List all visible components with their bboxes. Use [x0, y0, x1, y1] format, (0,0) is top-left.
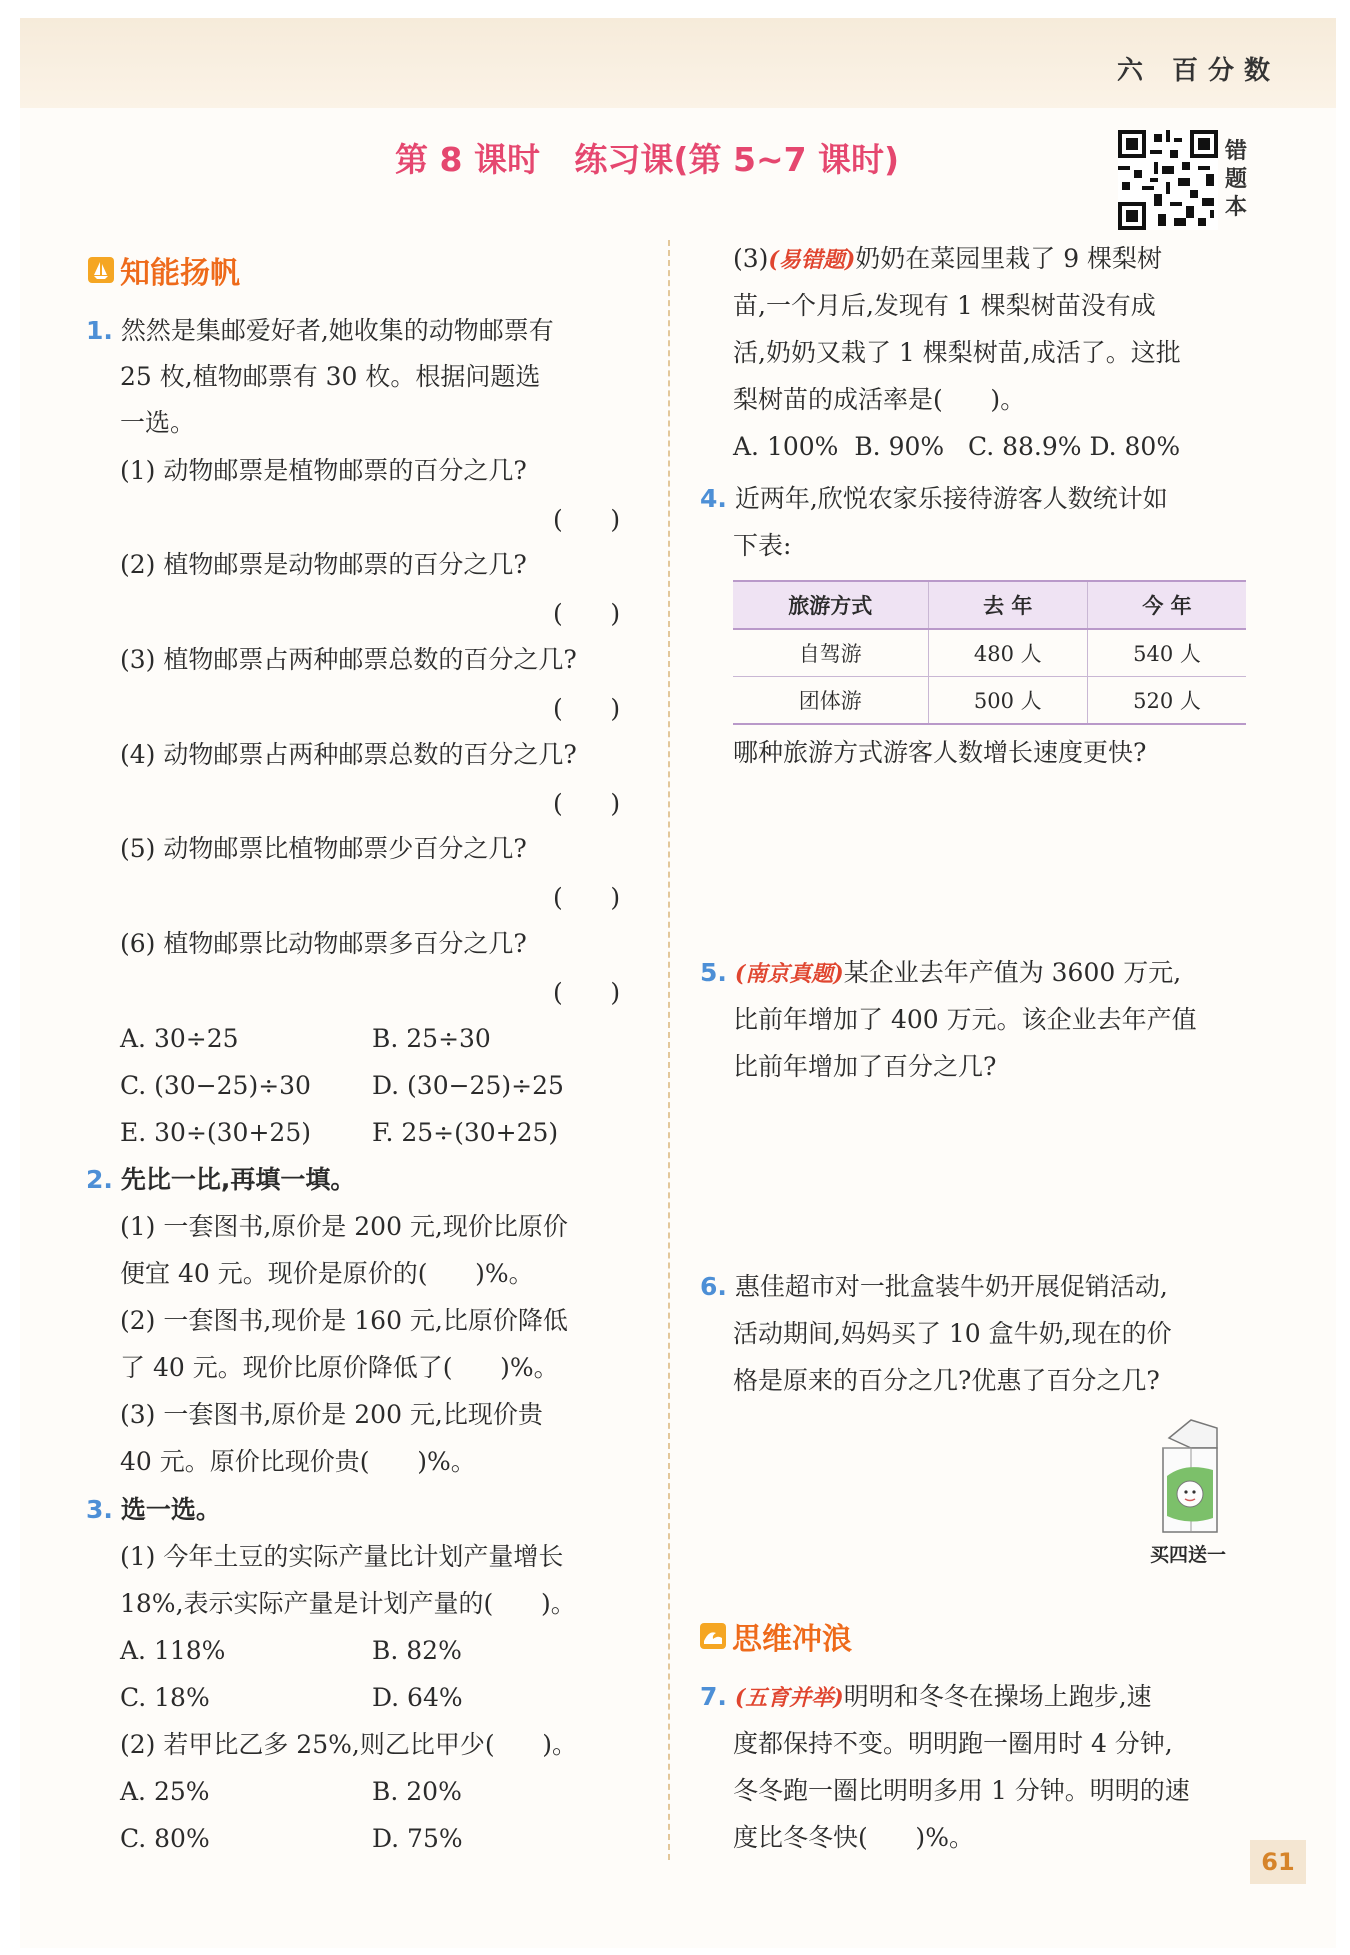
question-3-part-3: [733, 244, 1162, 275]
sub-question: (3) 植物邮票占两种邮票总数的百分之几?: [120, 645, 577, 674]
text-line: 梨树苗的成活率是( )。: [733, 385, 1026, 414]
question-number: 3.: [86, 1495, 113, 1524]
stem-line: 度比冬冬快( )%。: [733, 1823, 974, 1852]
milk-carton-icon: [1155, 1418, 1227, 1536]
chapter-label: 六 百分数: [1116, 56, 1280, 86]
stem-line: 惠佳超市对一批盒装牛奶开展促销活动,: [734, 1272, 1168, 1301]
stem-line: 下表:: [733, 531, 792, 560]
table-header: 今 年: [1088, 581, 1246, 629]
lesson-title: 第 8 课时 练习课(第 5~7 课时): [395, 140, 900, 179]
sub-question: (1) 动物邮票是植物邮票的百分之几?: [120, 456, 527, 485]
text-line: 40 元。原价比现价贵( )%。: [120, 1447, 476, 1476]
text-line: (3) 一套图书,原价是 200 元,比现价贵: [120, 1400, 543, 1429]
stem-line: 然然是集邮爱好者,她收集的动物邮票有: [120, 316, 554, 345]
option: A. 25%: [120, 1777, 210, 1806]
part-label: (3): [733, 244, 769, 273]
table-cell: 540 人: [1088, 629, 1246, 677]
question-number: 7.: [700, 1682, 727, 1711]
answer-blank[interactable]: ( ): [553, 505, 621, 534]
question-number: 5.: [700, 958, 727, 987]
table-header: 旅游方式: [733, 581, 928, 629]
table-cell: 团体游: [733, 677, 928, 725]
sub-question: (5) 动物邮票比植物邮票少百分之几?: [120, 834, 527, 863]
question-number: 2.: [86, 1165, 113, 1194]
source-tag: (南京真题): [734, 961, 844, 987]
option: D. 75%: [372, 1824, 463, 1853]
question-1-stem: [86, 316, 554, 346]
difficulty-tag: (易错题): [768, 247, 856, 273]
question-number: 6.: [700, 1272, 727, 1301]
option: B. 82%: [372, 1636, 462, 1665]
answer-blank[interactable]: ( ): [553, 883, 621, 912]
error-book-char: 题: [1224, 167, 1247, 192]
source-tag: (五育并举): [734, 1685, 844, 1711]
question-number: 4.: [700, 484, 727, 513]
question-6-stem: [700, 1272, 1168, 1302]
section-title: 思维冲浪: [732, 1622, 852, 1657]
stem-line: 明明和冬冬在操场上跑步,速: [843, 1682, 1152, 1711]
table-row: [733, 677, 1246, 725]
option: A. 118%: [120, 1636, 226, 1665]
qr-code-icon[interactable]: [1118, 130, 1218, 230]
text-line: 了 40 元。现价比原价降低了( )%。: [120, 1353, 559, 1382]
table-cell: 自驾游: [733, 629, 928, 677]
stem-line: 先比一比,再填一填。: [120, 1165, 356, 1194]
stem-line: 一选。: [120, 408, 196, 437]
question-number: 1.: [86, 316, 113, 345]
sub-question: (4) 动物邮票占两种邮票总数的百分之几?: [120, 740, 577, 769]
page-number: 61: [1250, 1840, 1306, 1884]
error-book-char: 本: [1224, 195, 1247, 220]
stem-line: 活动期间,妈妈买了 10 盒牛奶,现在的价: [733, 1319, 1172, 1348]
stem-line: 格是原来的百分之几?优惠了百分之几?: [733, 1366, 1160, 1395]
error-book-label[interactable]: [1223, 138, 1249, 222]
answer-blank[interactable]: ( ): [553, 694, 621, 723]
option: A. 30÷25: [120, 1024, 239, 1053]
option: F. 25÷(30+25): [372, 1118, 559, 1147]
option: D. 64%: [372, 1683, 463, 1712]
table-row: [733, 629, 1246, 677]
option: D. (30−25)÷25: [372, 1071, 564, 1100]
text-line: 便宜 40 元。现价是原价的( )%。: [120, 1259, 534, 1288]
tourist-table: [733, 580, 1246, 725]
option: C. 18%: [120, 1683, 210, 1712]
sub-question: (6) 植物邮票比动物邮票多百分之几?: [120, 929, 527, 958]
text-line: 奶奶在菜园里栽了 9 棵梨树: [855, 244, 1163, 273]
question-4-ask: 哪种旅游方式游客人数增长速度更快?: [733, 738, 1147, 767]
option: B. 20%: [372, 1777, 462, 1806]
stem-line: 比前年增加了 400 万元。该企业去年产值: [733, 1005, 1197, 1034]
option: C. (30−25)÷30: [120, 1071, 311, 1100]
promo-caption: 买四送一: [1150, 1544, 1227, 1566]
text-line: 苗,一个月后,发现有 1 棵梨树苗没有成: [733, 291, 1156, 320]
option: B. 25÷30: [372, 1024, 491, 1053]
table-cell: 500 人: [928, 677, 1088, 725]
stem-line: 25 枚,植物邮票有 30 枚。根据问题选: [120, 362, 541, 391]
option-row: A. 100% B. 90% C. 88.9% D. 80%: [733, 432, 1181, 461]
text-line: (1) 一套图书,原价是 200 元,现价比原价: [120, 1212, 568, 1241]
text-line: (2) 一套图书,现价是 160 元,比原价降低: [120, 1306, 568, 1335]
answer-blank[interactable]: ( ): [553, 978, 621, 1007]
option: C. 80%: [120, 1824, 210, 1853]
table-header-row: [733, 581, 1246, 629]
question-7-stem: [700, 1682, 1152, 1713]
question-3-stem: [86, 1495, 221, 1525]
question-4-stem: [700, 484, 1168, 514]
text-line: 18%,表示实际产量是计划产量的( )。: [120, 1589, 576, 1618]
text-line: (2) 若甲比乙多 25%,则乙比甲少( )。: [120, 1730, 578, 1759]
stem-line: 冬冬跑一圈比明明多用 1 分钟。明明的速: [733, 1776, 1190, 1805]
text-line: (1) 今年土豆的实际产量比计划产量增长: [120, 1542, 564, 1571]
section-heading-b: [700, 1614, 852, 1658]
stem-line: 度都保持不变。明明跑一圈用时 4 分钟,: [733, 1729, 1173, 1758]
column-divider: [668, 240, 670, 1860]
table-header: 去 年: [928, 581, 1088, 629]
section-title: 知能扬帆: [120, 256, 240, 291]
section-heading-a: [88, 248, 240, 292]
answer-blank[interactable]: ( ): [553, 599, 621, 628]
sub-question: (2) 植物邮票是动物邮票的百分之几?: [120, 550, 527, 579]
question-2-stem: [86, 1165, 355, 1195]
text-line: 活,奶奶又栽了 1 棵梨树苗,成活了。这批: [733, 338, 1181, 367]
question-5-stem: [700, 958, 1181, 989]
stem-line: 比前年增加了百分之几?: [733, 1052, 997, 1081]
stem-line: 某企业去年产值为 3600 万元,: [843, 958, 1182, 987]
table-cell: 520 人: [1088, 677, 1246, 725]
option: E. 30÷(30+25): [120, 1118, 311, 1147]
sail-icon: [88, 257, 114, 283]
answer-blank[interactable]: ( ): [553, 789, 621, 818]
table-cell: 480 人: [928, 629, 1088, 677]
error-book-char: 错: [1224, 139, 1247, 164]
wave-icon: [700, 1623, 726, 1649]
stem-line: 选一选。: [120, 1495, 221, 1524]
stem-line: 近两年,欣悦农家乐接待游客人数统计如: [734, 484, 1168, 513]
